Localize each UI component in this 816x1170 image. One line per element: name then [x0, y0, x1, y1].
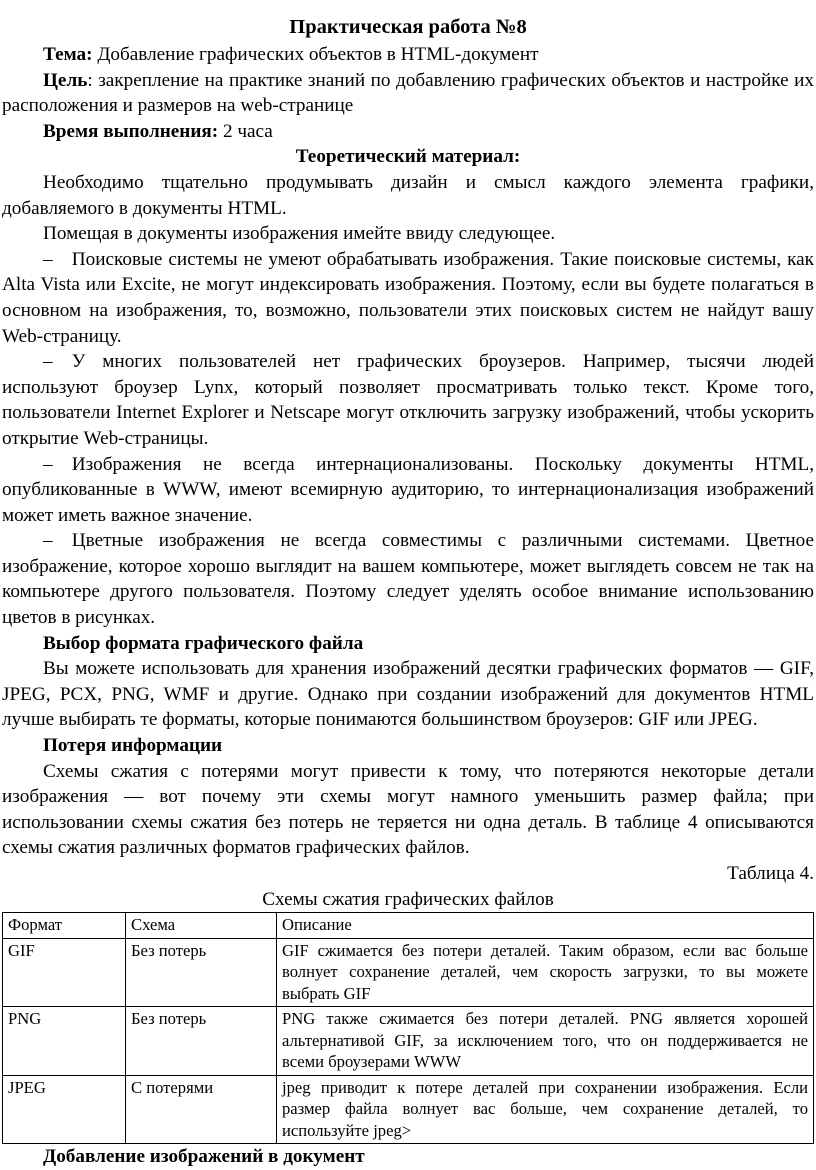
- time-line: [2, 119, 814, 145]
- topic-line: [2, 42, 814, 68]
- bullet-item: – У многих пользователей нет графических броузеров. Например, тысячи людей используют броузер Lynx, который позволяет просматривать только текст. Кроме того, пользователи Internet Explorer и Netscape могут отключить загрузку изображений, чтобы ускорить открытие Web-страницы.: [2, 351, 814, 449]
- table-row: [3, 938, 814, 1007]
- table-cell: JPEG: [3, 1075, 126, 1144]
- table-cell: С потерями: [126, 1075, 277, 1144]
- table-number: Таблица 4.: [727, 863, 814, 884]
- table-row: [3, 1075, 814, 1144]
- paragraph: Необходимо тщательно продумывать дизайн и смысл каждого элемента графики, добавляемого в документы HTML.: [2, 171, 814, 219]
- table-cell: GIF: [3, 938, 126, 1007]
- table-cell: PNG также сжимается без потери деталей. PNG является хорошей альтернативой GIF, за исключением того, что он поддерживается не всеми броузерами WWW: [277, 1007, 814, 1076]
- format-paragraph: Вы можете использовать для хранения изображений десятки графических форматов — GIF, JPEG, PCX, PNG, WMF и другие. Однако при создании изображений для документов HTML лучше выбирать те форматы, которые понимаются большинством броузеров: GIF или JPEG.: [2, 658, 814, 731]
- table-cell: PNG: [3, 1007, 126, 1076]
- table-caption: Схемы сжатия графических файлов: [262, 888, 554, 910]
- loss-paragraph: Схемы сжатия с потерями могут привести к тому, что потеряются некоторые детали изображения — вот почему эти схемы могут намного уменьшить размер файла; при использовании схемы сжатия без потерь не теряется ни одна деталь. В таблице 4 описываются схемы сжатия различных форматов графических файлов.: [2, 760, 814, 859]
- goal-line: [2, 68, 814, 119]
- theory-heading: Теоретический материал:: [295, 146, 521, 168]
- goal-label: Цель: [43, 69, 88, 91]
- table-header-row: [3, 913, 814, 939]
- loss-heading: Потеря информации: [43, 735, 223, 757]
- time-label: Время выполнения:: [43, 120, 219, 142]
- table-cell: Без потерь: [126, 938, 277, 1007]
- compression-table: [2, 912, 814, 1144]
- topic-text: Добавление графических объектов в HTML-документ: [97, 44, 539, 65]
- table-cell: GIF сжимается без потери деталей. Таким образом, если вас больше волнует сохранение деталей, чем скорость загрузки, то вы можете выбрать GIF: [277, 938, 814, 1007]
- format-heading: Выбор формата графического файла: [43, 632, 364, 654]
- bullet-item: – Цветные изображения не всегда совместимы с различными системами. Цветное изображение, которое хорошо выглядит на вашем компьютере, может выглядеть совсем не так на компьютере другого пользователя. Поэтому следует уделять особое внимание использованию цветов в рисунках.: [2, 530, 814, 629]
- table-cell: jpeg приводит к потере деталей при сохранении изображения. Если размер файла волнует вас больше, чем сохранение деталей, то используйте jpeg>: [277, 1075, 814, 1144]
- table-cell: Без потерь: [126, 1007, 277, 1076]
- bullet-item: – Изображения не всегда интернационализованы. Поскольку документы HTML, опубликованные в WWW, имеют всемирную аудиторию, то интернационализация изображений может иметь важное значение.: [2, 453, 814, 526]
- table-header-cell: Формат: [3, 913, 126, 939]
- goal-text: : закрепление на практике знаний по добавлению графических объектов и настройке их расположения и размеров на web-странице: [2, 69, 814, 117]
- paragraph: Помещая в документы изображения имейте ввиду следующее.: [43, 223, 556, 245]
- table-row: [3, 1007, 814, 1076]
- page-title: Практическая работа №8: [289, 16, 527, 38]
- time-text: 2 часа: [223, 120, 273, 142]
- topic-label: Тема:: [43, 44, 93, 65]
- final-heading: Добавление изображений в документ: [43, 1146, 365, 1168]
- table-header-cell: Схема: [126, 913, 277, 939]
- bullet-item: – Поисковые системы не умеют обрабатывать изображения. Такие поисковые системы, как Alta Vista или Excite, не могут индексировать изображения. Поэтому, если вы будете полагаться в основном на изображения, то, возможно, пользователи этих поисковых систем не найдут вашу Web-страницу.: [2, 248, 814, 347]
- table-header-cell: Описание: [277, 913, 814, 939]
